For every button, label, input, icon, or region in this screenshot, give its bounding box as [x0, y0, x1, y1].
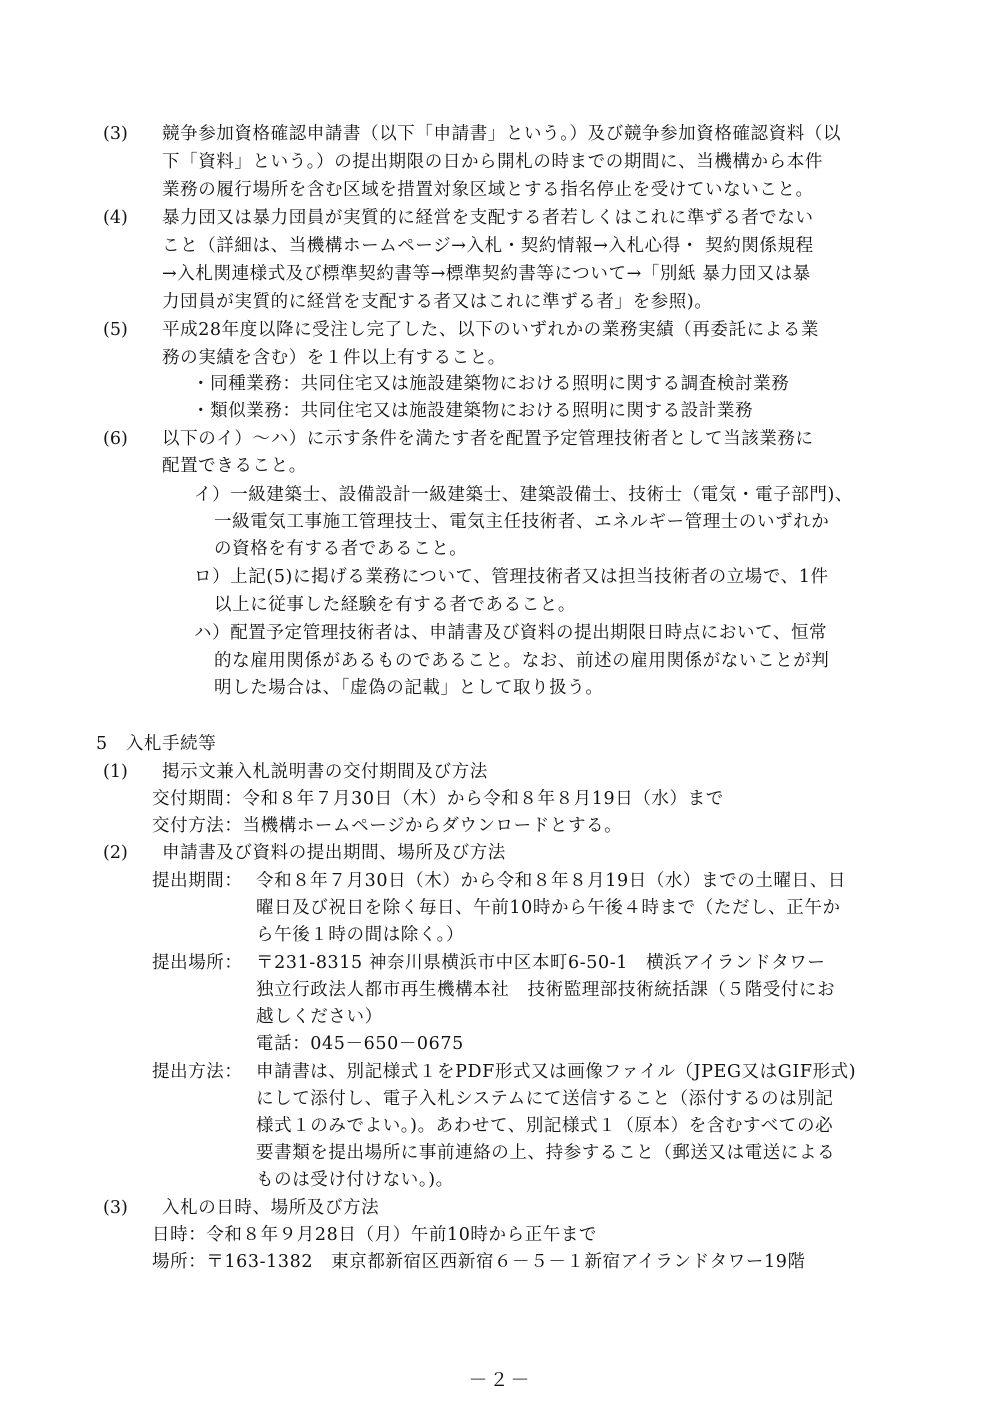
subitem-line: ハ）配置予定管理技術者は、申請書及び資料の提出期限日時点において、恒常 — [194, 623, 828, 643]
field-value-line: 要書類を提出場所に事前連絡の上、持参すること（郵送又は電送による — [256, 1143, 836, 1163]
item-number: (6) — [103, 429, 128, 449]
item-title: 入札の日時、場所及び方法 — [162, 1198, 380, 1218]
field-value-line: ものは受け付けない｡)。 — [256, 1170, 454, 1190]
field-value-line: 越しください） — [256, 1007, 383, 1027]
item-text-line: 平成28年度以降に受注し完了した、以下のいずれかの業務実績（再委託による業 — [162, 320, 819, 340]
item-text-line: 務の実績を含む）を１件以上有すること。 — [162, 348, 506, 368]
item-number: (2) — [103, 843, 128, 863]
item-text-line: 配置できること。 — [162, 456, 307, 476]
field-value-line: 〒231-8315 神奈川県横浜市中区本町6-50-1 横浜アイランドタワー — [256, 953, 826, 973]
field-value-line: 独立行政法人都市再生機構本社 技術監理部技術統括課（５階受付にお — [256, 980, 836, 1000]
item-title: 掲示文兼入札説明書の交付期間及び方法 — [162, 762, 488, 782]
field-label: 提出場所： — [152, 953, 243, 973]
item-text-line: 以下のイ）～ハ）に示す条件を満たす者を配置予定管理技術者として当該業務に — [162, 429, 814, 449]
item-number: (5) — [103, 320, 128, 340]
subitem-line: の資格を有する者であること。 — [214, 539, 468, 559]
field-value-line: 令和８年７月30日（木）から令和８年８月19日（水）までの土曜日、日 — [256, 871, 846, 891]
item-title: 申請書及び資料の提出期間、場所及び方法 — [162, 843, 506, 863]
subitem-line: ロ）上記(5)に掲げる業務について、管理技術者又は担当技術者の立場で、1件 — [194, 567, 829, 587]
item-number: (3) — [103, 124, 128, 144]
field-value-line: 様式１のみでよい｡)。あわせて、別記様式１（原本）を含むすべての必 — [256, 1116, 834, 1136]
item-number: (4) — [103, 208, 128, 228]
page-number: －２－ — [468, 1369, 532, 1391]
section-heading: 5 入札手続等 — [96, 734, 217, 754]
field-value-line: ら午後１時の間は除く。） — [256, 925, 465, 945]
bullet-line: ・同種業務：共同住宅又は施設建築物における照明に関する調査検討業務 — [192, 374, 790, 394]
item-text-line: →入札関連様式及び標準契約書等→標準契約書等について→「別紙 暴力団又は暴 — [162, 264, 811, 284]
item-number: (1) — [103, 762, 128, 782]
field-label: 提出方法： — [152, 1062, 243, 1082]
item-text-line: 業務の履行場所を含む区域を措置対象区域とする指名停止を受けていないこと。 — [162, 180, 814, 200]
item-text-line: 下「資料」という。）の提出期限の日から開札の時までの期間に、当機構から本件 — [162, 152, 823, 172]
bid-place: 場所：〒163-1382 東京都新宿区西新宿６－５－１新宿アイランドタワー19階 — [152, 1252, 806, 1272]
bid-datetime: 日時：令和８年９月28日（月）午前10時から正午まで — [152, 1225, 598, 1245]
distribution-period: 交付期間：令和８年７月30日（木）から令和８年８月19日（水）まで — [152, 789, 724, 809]
item-number: (3) — [103, 1198, 128, 1218]
subitem-line: 以上に従事した経験を有する者であること。 — [214, 595, 576, 615]
subitem-line: 明した場合は、「虚偽の記載」として取り扱う。 — [214, 678, 604, 698]
item-text-line: 競争参加資格確認申請書（以下「申請書」という。）及び競争参加資格確認資料（以 — [162, 124, 842, 144]
field-value-line: 申請書は、別記様式１をPDF形式又は画像ファイル（JPEG又はGIF形式) — [256, 1062, 857, 1082]
item-text-line: 力団員が実質的に経営を支配する者又はこれに準ずる者」を参照)。 — [162, 292, 713, 312]
item-text-line: こと（詳細は、当機構ホームページ→入札・契約情報→入札心得・ 契約関係規程 — [162, 236, 814, 256]
bullet-line: ・類似業務：共同住宅又は施設建築物における照明に関する設計業務 — [192, 401, 754, 421]
field-value-line: にして添付し、電子入札システムにて送信すること（添付するのは別記 — [256, 1089, 834, 1109]
field-label: 提出期間： — [152, 871, 243, 891]
item-text-line: 暴力団又は暴力団員が実質的に経営を支配する者若しくはこれに準ずる者でない — [162, 208, 814, 228]
subitem-line: イ）一級建築士、設備設計一級建築士、建築設備士、技術士（電気・電子部門)、 — [194, 485, 854, 505]
field-value-line: 曜日及び祝日を除く毎日、午前10時から午後４時まで（ただし、正午か — [256, 898, 841, 918]
subitem-line: 一級電気工事施工管理技士、電気主任技術者、エネルギー管理士のいずれか — [214, 512, 830, 532]
distribution-method: 交付方法：当機構ホームページからダウンロードとする。 — [152, 816, 623, 836]
field-value-line: 電話：045－650－0675 — [256, 1034, 464, 1054]
subitem-line: 的な雇用関係があるものであること。なお、前述の雇用関係がないことが判 — [214, 651, 830, 671]
